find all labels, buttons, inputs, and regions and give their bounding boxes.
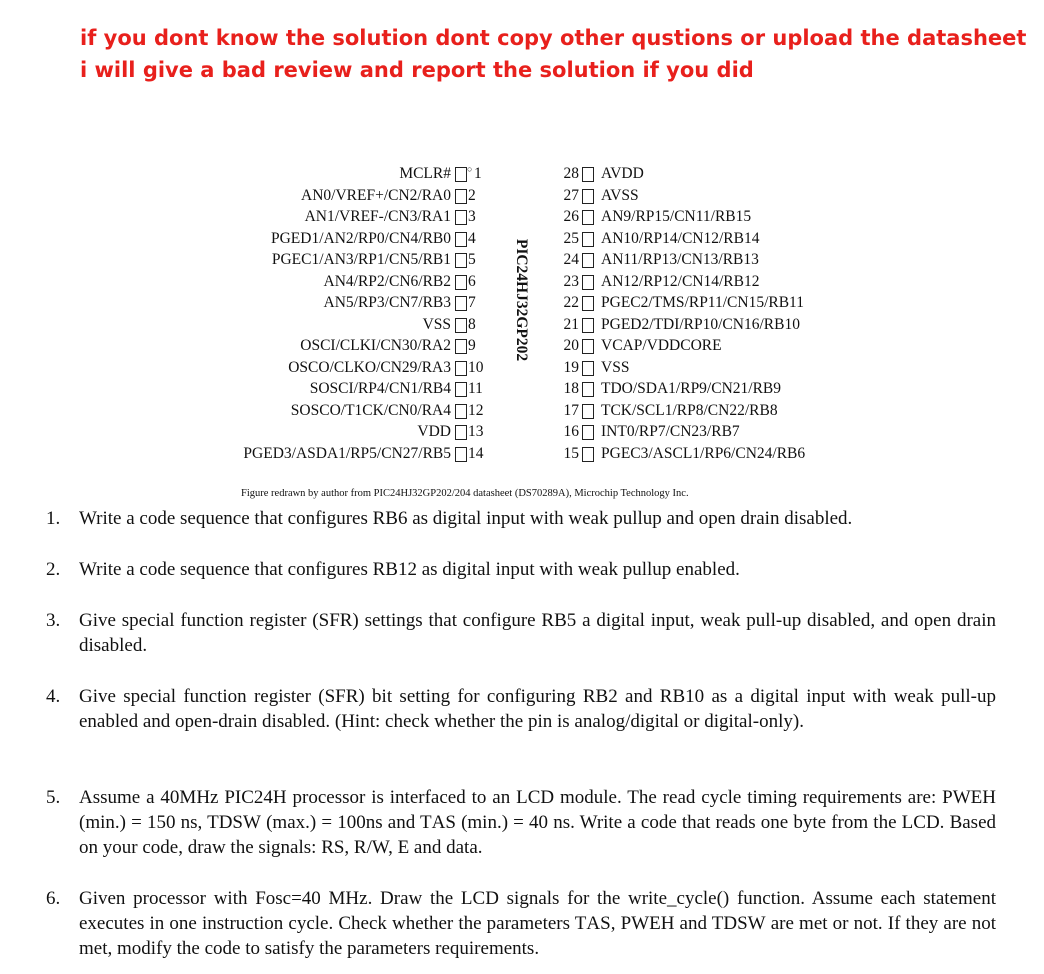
pin-label: AVDD (601, 165, 644, 182)
param-subscript: AS (431, 812, 456, 833)
pin-label: AVSS (601, 186, 639, 204)
pin-label: AN9/RP15/CN11/RB15 (601, 208, 752, 225)
pin-box (582, 189, 594, 204)
pin-label: INT0/RP7/CN23/RB7 (601, 423, 740, 440)
pin-number: 13 (468, 423, 484, 440)
question-text-part: are met or not. If they are not met, modify the code to satisfy the parameters requirements. (79, 913, 996, 959)
figure-caption: Figure redrawn by author from PIC24HJ32GP202/204 datasheet (DS70289A), Microchip Technology Inc. (241, 488, 689, 499)
pin-number: 3 (468, 208, 476, 225)
pin-label: PGED2/TDI/RP10/CN16/RB10 (601, 315, 800, 333)
question-text-part: , P (610, 913, 632, 934)
warning-line-1: if you dont know the solution dont copy other qustions or upload the datasheet (80, 26, 1027, 50)
question-number: 5. (46, 787, 61, 808)
param-subscript: WEH (631, 913, 675, 934)
pin-number: 22 (563, 294, 579, 311)
pin-number: 5 (468, 251, 476, 268)
param-subscript: WEH (952, 787, 996, 808)
pin-label: AN1/VREF-/CN3/RA1 (304, 208, 451, 225)
pin-label: PGEC2/TMS/RP11/CN15/RB11 (601, 294, 804, 311)
question-text (79, 785, 996, 860)
pin-box (582, 232, 594, 247)
question-number: 6. (46, 888, 61, 909)
question-text-part: Given processor with Fosc=40 MHz. Draw the LCD signals for the write_cycle() function. Assume each statement executes in one instruction cycle. Check whether the parameters T (79, 888, 996, 934)
right-pin-row (0, 400, 1044, 422)
pin-label: PGED3/ASDA1/RP5/CN27/RB5 (243, 444, 451, 462)
pin-label: PGEC1/AN3/RP1/CN5/RB1 (271, 251, 451, 268)
question-text-part: (min.) = 150 ns, T (79, 812, 219, 833)
pin-label: TDO/SDA1/RP9/CN21/RB9 (601, 380, 782, 397)
pin-box (582, 361, 594, 376)
pin-number: 28 (563, 165, 579, 182)
pin-label: OSCO/CLKO/CN29/RA3 (288, 358, 451, 376)
pin-label: VDD (417, 423, 451, 440)
chip-name: PIC24HJ32GP202 (513, 238, 530, 362)
pin-number: 11 (468, 380, 483, 397)
pin-label: AN10/RP14/CN12/RB14 (601, 229, 760, 247)
pin-label: AN11/RP13/CN13/RB13 (601, 251, 759, 268)
pin-number: 6 (468, 272, 476, 290)
question-text: Give special function register (SFR) bit setting for configuring RB2 and RB10 as a digital input with weak pull-up enabled and open-drain disabled. (Hint: check whether the pin is analog/digital or digital-only). (79, 686, 996, 732)
pin-box (582, 167, 594, 182)
pin-number: 10 (468, 358, 484, 376)
pin-number: 8 (468, 315, 476, 333)
pin-number: 12 (468, 401, 484, 419)
pin-number: 2 (468, 186, 476, 204)
pin-number: 20 (563, 337, 579, 354)
question-text-part: (max.) = 100ns and T (260, 812, 432, 833)
pin-box (582, 382, 594, 397)
pin-number: 14 (468, 444, 484, 462)
question-text: Write a code sequence that configures RB6 as digital input with weak pullup and open drain disabled. (79, 508, 853, 529)
right-pin-row (0, 163, 1044, 185)
right-pin-row (0, 378, 1044, 400)
pin-label: PGED1/AN2/RP0/CN4/RB0 (270, 229, 451, 247)
pin-box (582, 210, 594, 225)
pin-label: VSS (601, 358, 630, 376)
question-text-part: (min.) = 40 ns. Write a code that reads one byte from the LCD. Based on your code, draw the signals: RS, R/W, E and data. (79, 812, 997, 858)
pin-label: TCK/SCL1/RP8/CN22/RB8 (601, 401, 778, 419)
pin-box (582, 447, 594, 462)
pin-number: 23 (563, 272, 579, 290)
pin-box (582, 339, 594, 354)
pin-box (582, 275, 594, 290)
pin-label: PGEC3/ASCL1/RP6/CN24/RB6 (601, 444, 806, 462)
pin-number: 17 (563, 401, 579, 419)
pin-box (582, 253, 594, 268)
pin-label: SOSCO/T1CK/CN0/RA4 (290, 401, 451, 419)
pin-label: OSCI/CLKI/CN30/RA2 (300, 337, 451, 354)
param-subscript: DSW (218, 812, 261, 833)
question-text (79, 886, 996, 961)
pin-label: MCLR# (399, 165, 451, 182)
right-pin-row (0, 185, 1044, 207)
pin-number: 9 (468, 337, 476, 354)
pin-label: VSS (422, 315, 451, 333)
right-pin-row (0, 206, 1044, 228)
question-number: 4. (46, 686, 61, 707)
pin-number: 4 (468, 229, 476, 247)
pin-box (582, 404, 594, 419)
right-pin-row (0, 443, 1044, 465)
pin-number: 24 (563, 251, 579, 268)
pin-label: VCAP/VDDCORE (601, 337, 722, 354)
pin-label: AN0/VREF+/CN2/RA0 (301, 186, 451, 204)
pin-label: AN12/RP12/CN14/RB12 (601, 272, 760, 290)
pin-box (582, 296, 594, 311)
pin-box (582, 425, 594, 440)
pin-number: 25 (563, 229, 579, 247)
pin1-marker-icon: ○ (467, 164, 473, 174)
pin-number: 15 (563, 444, 579, 462)
question-text-part: and T (674, 913, 724, 934)
question-text: Give special function register (SFR) settings that configure RB5 a digital input, weak pull-up disabled, and open drain disabled. (79, 610, 996, 656)
pin-label: AN5/RP3/CN7/RB3 (323, 294, 451, 311)
pin-box (582, 318, 594, 333)
pin-number: 27 (563, 186, 579, 204)
question-number: 3. (46, 610, 61, 631)
pin-number: 7 (468, 294, 476, 311)
param-subscript: DSW (723, 913, 766, 934)
pin-number: 26 (563, 208, 579, 225)
question-text-part: Assume a 40MHz PIC24H processor is interfaced to an LCD module. The read cycle timing requirements are: P (79, 787, 953, 808)
pin-number: 1 (474, 165, 482, 182)
param-subscript: AS (586, 913, 611, 934)
pin-number: 16 (563, 423, 579, 440)
pin-number: 19 (563, 358, 579, 376)
warning-line-2: i will give a bad review and report the solution if you did (80, 58, 754, 82)
pin-label: AN4/RP2/CN6/RB2 (323, 272, 451, 290)
question-number: 1. (46, 508, 61, 529)
question-text: Write a code sequence that configures RB12 as digital input with weak pullup enabled. (79, 559, 740, 580)
pin-number: 21 (563, 315, 579, 333)
pin-number: 18 (563, 380, 579, 397)
right-pin-row (0, 421, 1044, 443)
pin-label: SOSCI/RP4/CN1/RB4 (309, 380, 451, 397)
question-number: 2. (46, 559, 61, 580)
